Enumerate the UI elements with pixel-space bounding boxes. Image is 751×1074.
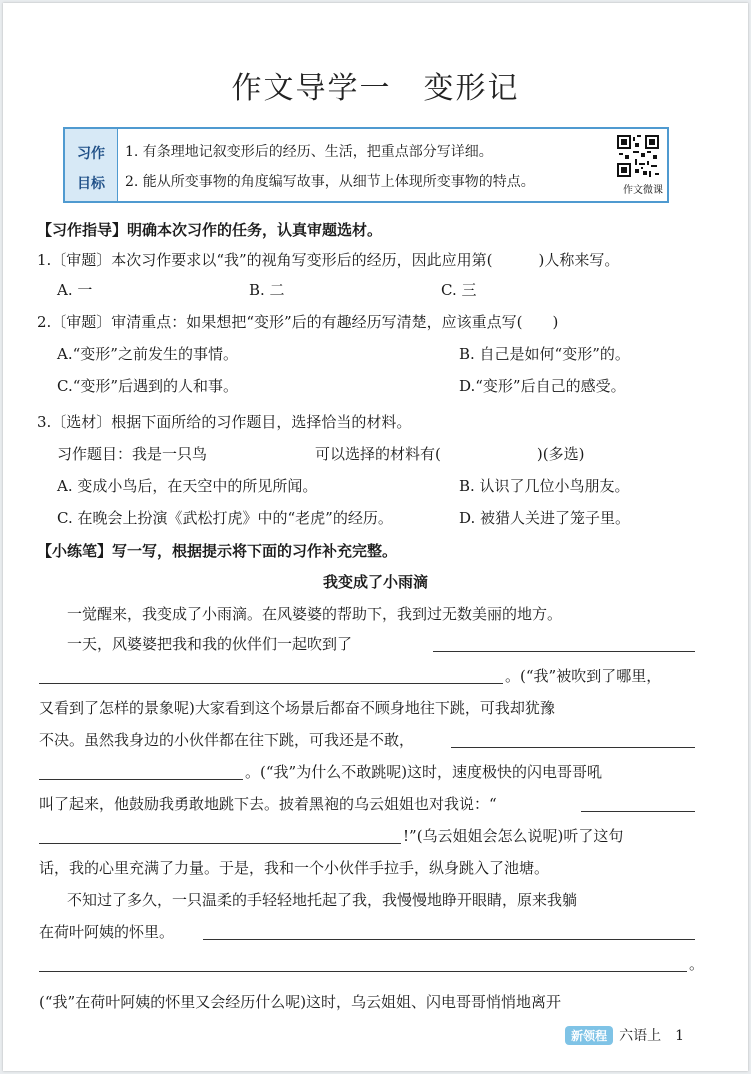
essay-line: 话，我的心里充满了力量。于是，我和一个小伙伴手拉手，纵身跳入了池塘。: [39, 859, 550, 877]
worksheet-page: [3, 3, 748, 1071]
q3-option-a: A. 变成小鸟后，在天空中的所见所闻。: [57, 477, 318, 495]
fill-in-line[interactable]: [39, 843, 401, 844]
page-title: 作文导学一 变形记: [231, 71, 520, 106]
fill-in-line[interactable]: [39, 779, 243, 780]
fill-in-line[interactable]: [39, 683, 503, 684]
q1-option-c: C. 三: [441, 281, 477, 299]
qr-code-icon[interactable]: [617, 135, 659, 177]
brand-badge: 新领程: [565, 1026, 613, 1045]
essay-line: 。(“我”为什么不敢跳呢)这时，速度极快的闪电哥哥吼: [245, 763, 603, 781]
objectives-label-top: 习作: [77, 146, 105, 162]
question-1: [37, 249, 619, 270]
objective-item: 2. 能从所变事物的角度编写故事，从细节上体现所变事物的特点。: [125, 174, 535, 190]
guide-heading: 【习作指导】明确本次习作的任务，认真审题选材。: [37, 221, 383, 239]
essay-line: 又看到了怎样的景象呢)大家看到这个场景后都奋不顾身地往下跳，可我却犹豫: [39, 699, 555, 717]
objective-item: 1. 有条理地记叙变形后的经历、生活，把重点部分写详细。: [125, 144, 493, 160]
q2-option-c: C.“变形”后遇到的人和事。: [57, 377, 239, 395]
q3-topic: 习作题目：我是一只鸟: [57, 445, 208, 463]
q3-choose-label: 可以选择的材料有(: [315, 445, 441, 463]
essay-line: 不决。虽然我身边的小伙伴都在往下跳，可我还是不敢，: [39, 731, 415, 749]
question-1-stem-a: 1.〔审题〕本次习作要求以“我”的视角写变形后的经历，因此应用第(: [37, 251, 493, 269]
q3-choose: [315, 443, 584, 464]
objectives-box: [63, 127, 669, 203]
answer-blank[interactable]: [441, 443, 537, 459]
fill-in-line[interactable]: [203, 939, 695, 940]
objectives-label: [65, 129, 118, 201]
q1-option-b: B. 二: [249, 281, 285, 299]
q3-option-d: D. 被猎人关进了笼子里。: [459, 509, 631, 527]
q1-option-a: A. 一: [57, 281, 93, 299]
essay-line: 在荷叶阿姨的怀里。: [39, 923, 175, 941]
qr-caption: 作文微课: [623, 185, 663, 196]
essay-paragraph-1: 一觉醒来，我变成了小雨滴。在风婆婆的帮助下，我到过无数美丽的地方。: [67, 605, 563, 623]
question-3: 3.〔选材〕根据下面所给的习作题目，选择恰当的材料。: [37, 413, 412, 431]
question-2: 2.〔审题〕审清重点：如果想把“变形”后的有趣经历写清楚，应该重点写( ): [37, 313, 559, 331]
fill-in-line[interactable]: [39, 971, 687, 972]
essay-line: 一天，风婆婆把我和我的伙伴们一起吹到了: [67, 635, 353, 653]
question-1-stem-b: )人称来写。: [538, 251, 620, 269]
q2-option-a: A.“变形”之前发生的事情。: [57, 345, 238, 363]
q2-option-b: B. 自己是如何“变形”的。: [459, 345, 630, 363]
q3-option-c: C. 在晚会上扮演《武松打虎》中的“老虎”的经历。: [57, 509, 393, 527]
q3-multi-label: )(多选): [536, 445, 585, 463]
q2-option-d: D.“变形”后自己的感受。: [459, 377, 626, 395]
page-number: 六语上 1: [619, 1028, 684, 1044]
essay-line: 。(“我”被吹到了哪里，: [505, 667, 662, 685]
objectives-label-bottom: 目标: [77, 176, 105, 192]
fill-in-line[interactable]: [433, 651, 695, 652]
essay-line: 叫了起来，他鼓励我勇敢地跳下去。披着黑袍的乌云姐姐也对我说：“: [39, 795, 497, 813]
answer-blank[interactable]: [493, 249, 539, 265]
essay-line: 不知过了多久，一只温柔的手轻轻地托起了我，我慢慢地睁开眼睛，原来我躺: [67, 891, 578, 909]
fill-in-line[interactable]: [451, 747, 695, 748]
practice-heading: 【小练笔】写一写，根据提示将下面的习作补充完整。: [37, 542, 398, 560]
q3-option-b: B. 认识了几位小鸟朋友。: [459, 477, 630, 495]
essay-line: !”(乌云姐姐会怎么说呢)听了这句: [403, 827, 624, 845]
page-footer: [565, 1025, 684, 1045]
essay-line: 。: [689, 955, 705, 973]
essay-title: 我变成了小雨滴: [322, 573, 428, 591]
essay-line: (“我”在荷叶阿姨的怀里又会经历什么呢)这时，乌云姐姐、闪电哥哥悄悄地离开: [39, 993, 562, 1011]
fill-in-line[interactable]: [581, 811, 695, 812]
